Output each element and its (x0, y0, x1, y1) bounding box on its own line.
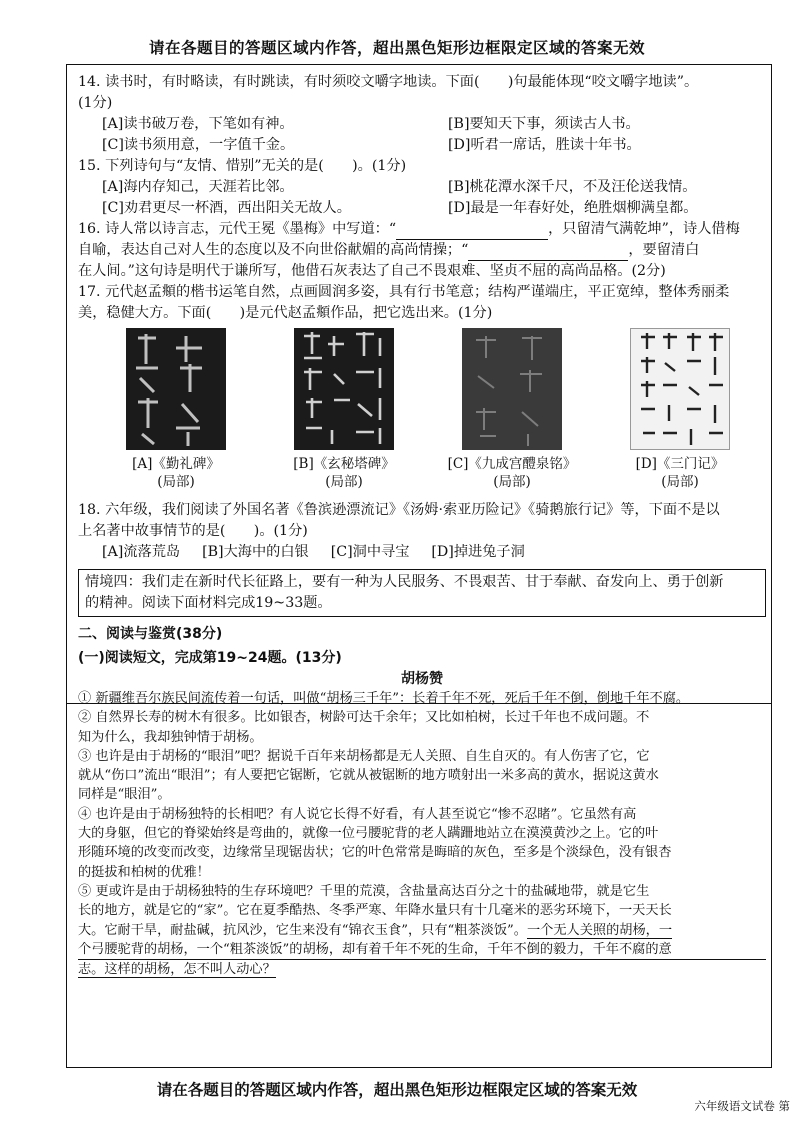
essay-paragraph-2a: ② 自然界长寿的树木有很多。比如银杏，树龄可达千余年；又比如柏树，长过千年也不成问题。不 (78, 710, 650, 726)
question-18-option-c: [C]洞中寻宝 (330, 544, 410, 560)
subsection-one-title: (一)阅读短文，完成第19~24题。(13分) (78, 650, 342, 666)
calligraphy-sub-c: (局部) (493, 474, 531, 490)
question-15-stem: 15. 下列诗句与“友情、惜别”无关的是( )。(1分) (78, 158, 407, 174)
question-14-stem: 14. 读书时，有时略读，有时跳读，有时须咬文嚼字地读。下面( )句最能体现“咬文嚼字地读”。 (78, 74, 699, 90)
question-16-blank-2[interactable] (468, 246, 628, 261)
calligraphy-label-b: [B]《玄秘塔碑》 (293, 456, 395, 472)
calligraphy-sub-a: (局部) (157, 474, 195, 490)
essay-paragraph-4d: 的挺拔和柏树的优雅！ (78, 864, 210, 880)
essay-paragraph-3b: 就从“伤口”流出“眼泪”；有人要把它锯断，它就从被锯断的地方喷射出一米多高的黄水，据说这黄水 (78, 768, 659, 784)
question-17 (78, 282, 766, 500)
question-15-option-a: [A]海内存知己，天涯若比邻。 (102, 179, 294, 195)
essay-underlined-5f: 志。这样的胡杨，怎不叫人动心？ (78, 962, 276, 978)
calligraphy-label-c: [C]《九成宫醴泉铭》 (447, 456, 577, 472)
calligraphy-sub-b: (局部) (325, 474, 363, 490)
calligraphy-option-d[interactable] (614, 328, 746, 500)
question-18-option-b: [B]大海中的白银 (202, 544, 309, 560)
question-14-option-a: [A]读书破万卷，下笔如有神。 (102, 116, 294, 132)
essay-paragraph-5b: 长的地方，就是它的“家”。它在夏季酷热、冬季严寒、年降水量只有十几毫米的恶劣环境下，一天天长 (78, 903, 672, 919)
essay-paragraph-3a: ③ 也许是由于胡杨的“眼泪”吧？据说千百年来胡杨都是无人关照、自生自灭的。有人伤害了它，它 (78, 748, 650, 764)
question-16-line1-start: 16. 诗人常以诗言志，元代王冕《墨梅》中写道：“ (78, 221, 397, 237)
essay-underlined-5d: 一个无人关照的胡杨，一 (526, 922, 673, 938)
footer-page-label: 六年级语文试卷 第 (694, 1099, 790, 1113)
question-16 (78, 219, 766, 282)
essay-paragraph-4a: ④ 也许是由于胡杨独特的长相吧？有人说它长得不好看，有人甚至说它“惨不忍睹”。它虽然有高 (78, 806, 637, 822)
calligraphy-option-a[interactable] (110, 328, 242, 500)
question-15-option-d: [D]最是一年春好处，绝胜烟柳满皇都。 (448, 200, 698, 216)
question-16-line2-end: ，要留清白 (628, 242, 700, 258)
question-14-option-b: [B]要知天下事，须读古人书。 (448, 116, 640, 132)
question-16-line3: 在人间。”这句诗是明代于谦所写，他借石灰表达了自己不畏艰难、坚贞不屈的高尚品格。(2分) (78, 263, 666, 279)
question-14-score: (1分) (78, 95, 113, 111)
question-15-option-b: [B]桃花潭水深千尺，不及汪伦送我情。 (448, 179, 697, 195)
header-notice: 请在各题目的答题区域内作答，超出黑色矩形边框限定区域的答案无效 (148, 39, 645, 57)
calligraphy-label-a: [A]《勤礼碑》 (132, 456, 220, 472)
question-14-option-c: [C]读书须用意，一字值千金。 (102, 137, 295, 153)
essay-title: 胡杨赞 (401, 671, 443, 687)
question-15-option-c: [C]劝君更尽一杯酒，西出阳关无故人。 (102, 200, 351, 216)
situation-line1: 情境四：我们走在新时代长征路上，要有一种为人民服务、不畏艰苦、甘于奉献、奋发向上、勇于创新 (85, 574, 724, 590)
situation-four-box (78, 569, 766, 617)
question-17-line1: 17. 元代赵孟頫的楷书运笔自然，点画圆润多姿，具有行书笔意；结构严谨端庄，平正宽绰，整体秀丽柔 (78, 284, 730, 300)
calligraphy-option-b[interactable] (278, 328, 410, 500)
situation-line2: 的精神。阅读下面材料完成19~33题。 (85, 595, 332, 611)
essay-paragraph-5c: 大。它耐干旱，耐盐碱，抗风沙，它生来没有“锦衣玉食”，只有“粗茶淡饭”。 (78, 922, 527, 938)
essay-paragraph-3c: 同样是“眼泪”。 (78, 787, 171, 803)
question-14 (78, 72, 766, 156)
calligraphy-image-b (294, 328, 394, 450)
question-15 (78, 156, 766, 219)
question-18-line2: 上名著中故事情节的是( )。(1分) (78, 523, 308, 539)
essay-paragraph-4c: 形随环境的改变而改变，边缘常呈现锯齿状；它的叶色常常是晦暗的灰色，至多是个淡绿色，没有银杏 (78, 845, 672, 861)
section-two-title: 二、阅读与鉴赏(38分) (78, 626, 223, 642)
calligraphy-image-a (126, 328, 226, 450)
question-18-line1: 18. 六年级，我们阅读了外国名著《鲁滨逊漂流记》《汤姆·索亚历险记》《骑鹅旅行记》等，下面不是以 (78, 502, 720, 518)
essay-paragraph-1: ① 新疆维吾尔族民间流传着一句话，叫做“胡杨三千年”：长着千年不死，死后千年不倒，倒地千年不腐。 (78, 691, 690, 706)
calligraphy-image-c (462, 328, 562, 450)
question-16-blank-1[interactable] (396, 225, 548, 240)
calligraphy-option-c[interactable] (446, 328, 578, 500)
essay-underlined-5e: 个弓腰驼背的胡杨，一个“粗茶淡饭”的胡杨，却有着千年不死的生命，千年不倒的毅力，千年不腐的意 (78, 940, 766, 960)
calligraphy-label-d: [D]《三门记》 (635, 456, 725, 472)
footer-notice: 请在各题目的答题区域内作答，超出黑色矩形边框限定区域的答案无效 (156, 1081, 638, 1099)
question-18-option-d: [D]掉进兔子洞 (431, 544, 525, 560)
calligraphy-options (78, 324, 766, 500)
essay-paragraph-4b: 大的身躯，但它的脊梁始终是弯曲的，就像一位弓腰驼背的老人蹒跚地站立在漠漠黄沙之上。它的叶 (78, 826, 659, 842)
calligraphy-sub-d: (局部) (661, 474, 699, 490)
question-14-option-d: [D]听君一席话，胜读十年书。 (448, 137, 641, 153)
calligraphy-image-d (630, 328, 730, 450)
exam-content (78, 68, 766, 979)
question-16-line2-start: 自喻，表达自己对人生的态度以及不向世俗献媚的高尚情操；“ (78, 242, 469, 258)
question-16-line1-end: ，只留清气满乾坤”，诗人借梅 (548, 221, 740, 237)
question-18 (78, 500, 766, 563)
essay-paragraph-5a: ⑤ 更或许是由于胡杨独特的生存环境吧？千里的荒漠，含盐量高达百分之十的盐碱地带，就是它生 (78, 883, 650, 899)
question-18-option-a: [A]流落荒岛 (102, 544, 181, 560)
question-17-line2: 美，稳健大方。下面( )是元代赵孟頫作品，把它选出来。(1分) (78, 305, 493, 321)
essay-paragraph-2b: 知为什么，我却独钟情于胡杨。 (78, 729, 263, 745)
essay-body (78, 689, 766, 979)
